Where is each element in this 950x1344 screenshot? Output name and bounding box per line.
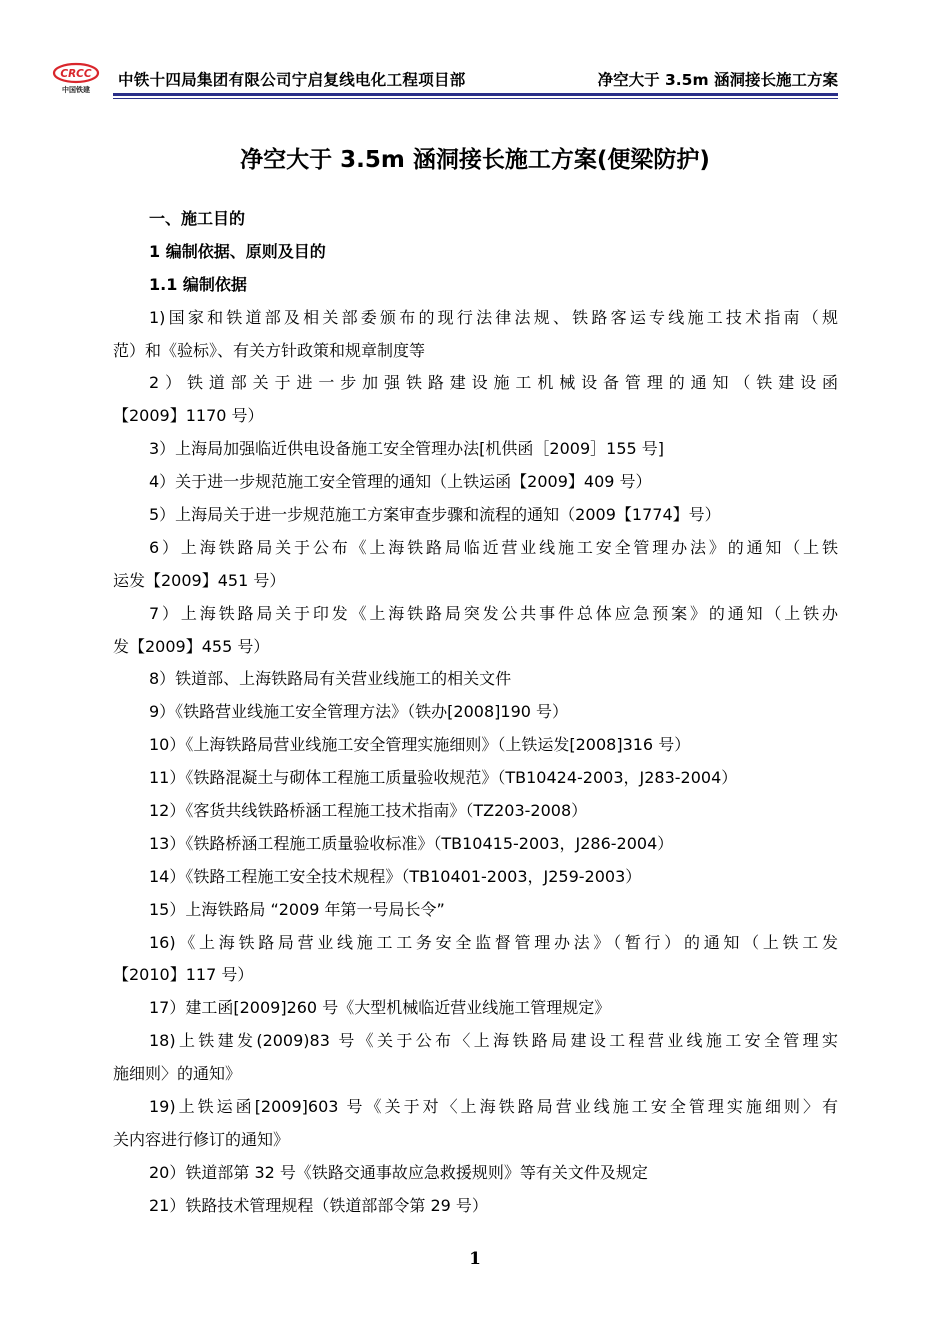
- page-number: 1: [469, 1249, 481, 1269]
- reference-item: 4）关于进一步规范施工安全管理的通知（上铁运函【2009】409 号）: [149, 472, 652, 492]
- subsection-heading: 1 编制依据、原则及目的: [149, 241, 326, 261]
- reference-item-line: 16)《上海铁路局营业线施工工务安全监督管理办法》（暂行）的通知（上铁工发: [149, 932, 838, 952]
- reference-item-line: 7）上海铁路局关于印发《上海铁路局突发公共事件总体应急预案》的通知（上铁办: [149, 603, 838, 623]
- subsection-heading: 1.1 编制依据: [149, 274, 247, 294]
- reference-item: 12）《客货共线铁路桥涵工程施工技术指南》（TZ203-2008）: [149, 801, 588, 821]
- section-heading: 一、施工目的: [149, 209, 246, 228]
- logo-text: CRCC: [60, 68, 92, 80]
- reference-item: 8）铁道部、上海铁路局有关营业线施工的相关文件: [149, 669, 512, 689]
- reference-item: 11）《铁路混凝土与砌体工程施工质量验收规范》（TB10424-2003，J283-2004）: [149, 768, 738, 788]
- reference-item-line: 发【2009】455 号）: [113, 636, 270, 656]
- reference-item: 9）《铁路营业线施工安全管理方法》（铁办[2008]190 号）: [149, 702, 569, 722]
- reference-item-line: 施细则〉的通知》: [113, 1064, 242, 1084]
- document-title: 净空大于 3.5m 涵洞接长施工方案(便梁防护): [240, 147, 710, 173]
- reference-item: 20）铁道部第 32 号《铁路交通事故应急救援规则》等有关文件及规定: [149, 1162, 648, 1182]
- reference-item-line: 运发【2009】451 号）: [113, 570, 286, 590]
- reference-item-line: 【2009】1170 号）: [113, 406, 264, 426]
- reference-item: 3）上海局加强临近供电设备施工安全管理办法[机供函［2009］155 号]: [149, 439, 665, 459]
- document-body: [113, 203, 838, 1223]
- reference-item: 13）《铁路桥涵工程施工质量验收标准》（TB10415-2003，J286-2004）: [149, 833, 674, 853]
- header-rule-thick: [113, 93, 838, 96]
- reference-item-line: 范）和《验标》、有关方针政策和规章制度等: [113, 340, 426, 360]
- reference-item-line: 关内容进行修订的通知》: [113, 1129, 290, 1149]
- reference-item-line: 19)上铁运函[2009]603 号《关于对〈上海铁路局营业线施工安全管理实施细则〉有: [149, 1097, 838, 1117]
- crcc-logo: [52, 62, 100, 94]
- reference-item-line: 6）上海铁路局关于公布《上海铁路局临近营业线施工安全管理办法》的通知（上铁: [149, 537, 838, 557]
- header-rule-thin: [113, 98, 838, 99]
- reference-item-line: 【2010】117 号）: [113, 965, 254, 985]
- page-header: [52, 62, 838, 92]
- reference-item: 10）《上海铁路局营业线施工安全管理实施细则》（上铁运发[2008]316 号）: [149, 735, 691, 755]
- logo-caption: 中国铁建: [62, 86, 90, 94]
- reference-item: 15）上海铁路局 “2009 年第一号局长令”: [149, 899, 445, 919]
- header-document-title: 净空大于 3.5m 涵洞接长施工方案: [597, 71, 838, 89]
- reference-item-line: 2）铁道部关于进一步加强铁路建设施工机械设备管理的通知（铁建设函: [149, 373, 838, 393]
- reference-item: 17）建工函[2009]260 号《大型机械临近营业线施工管理规定》: [149, 998, 611, 1018]
- header-organization: 中铁十四局集团有限公司宁启复线电化工程项目部: [118, 71, 466, 89]
- reference-item-line: 18)上铁建发(2009)83 号《关于公布〈上海铁路局建设工程营业线施工安全管理实: [149, 1031, 838, 1051]
- reference-item-line: 1)国家和铁道部及相关部委颁布的现行法律法规、铁路客运专线施工技术指南（规: [149, 307, 838, 327]
- reference-item: 5）上海局关于进一步规范施工方案审查步骤和流程的通知（2009【1774】号）: [149, 505, 721, 525]
- reference-item: 14）《铁路工程施工安全技术规程》（TB10401-2003，J259-2003）: [149, 866, 642, 886]
- reference-item: 21）铁路技术管理规程（铁道部部令第 29 号）: [149, 1195, 488, 1215]
